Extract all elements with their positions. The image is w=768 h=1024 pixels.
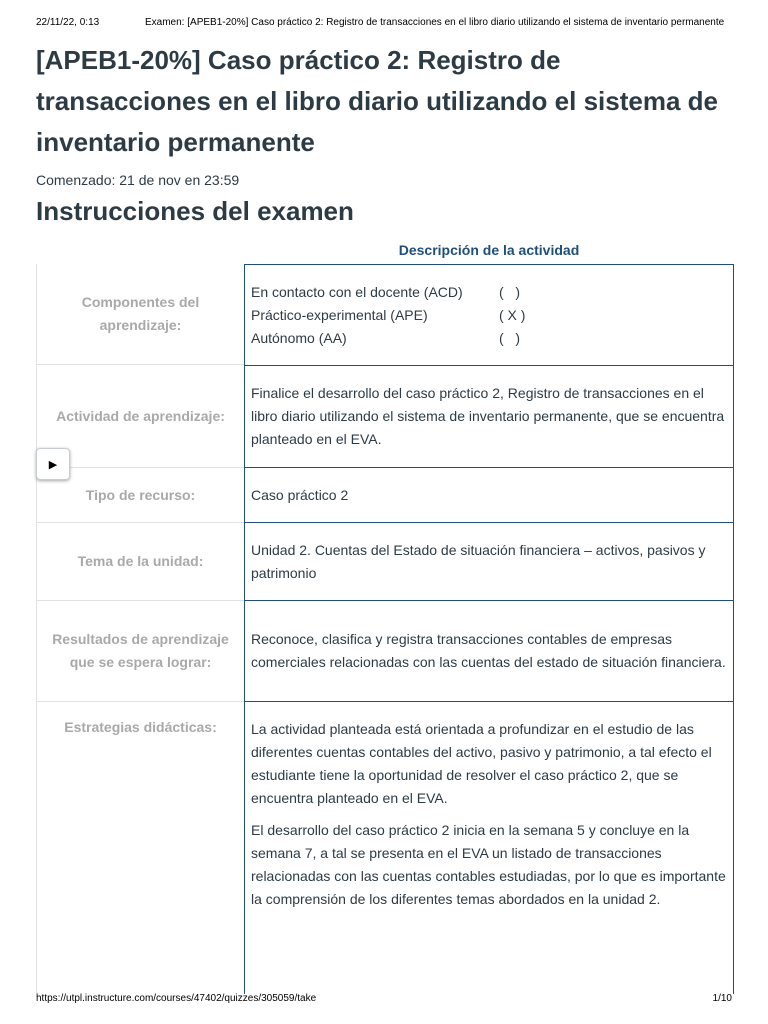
outcomes-value [244, 601, 734, 702]
play-button[interactable] [36, 448, 70, 480]
strategies-paragraph: La actividad planteada está orientada a profundizar en el estudio de las diferentes cuentas contables del activo, pasivo y patrimonio, a tal efecto el estudiante tiene la oportunidad de resolver el caso práctico 2, que se encuentra planteado en el EVA. [251, 721, 712, 806]
outcomes-label-text: Resultados de aprendizaje que se espera lograr: [52, 631, 229, 670]
print-document-title: Examen: [APEB1-20%] Caso práctico 2: Registro de transacciones en el libro diario utilizando el sistema de inventario permanente [145, 17, 725, 28]
print-footer [36, 993, 732, 1007]
started-timestamp: Comenzado: 21 de nov en 23:59 [36, 172, 240, 188]
component-mark: ( X ) [499, 306, 526, 323]
instructions-heading: Instrucciones del examen [36, 196, 354, 226]
activity-table-caption: Descripción de la actividad [398, 242, 580, 258]
resource-value-text: Caso práctico 2 [251, 486, 349, 503]
strategies-label: Estrategias didácticas: [36, 702, 244, 994]
component-item [251, 281, 727, 304]
activity-table [36, 264, 734, 994]
strategies-value [244, 702, 734, 994]
component-name: Autónomo (AA) [251, 329, 347, 346]
outcomes-label [36, 601, 244, 702]
components-value [244, 264, 734, 366]
component-name: Práctico-experimental (APE) [251, 306, 428, 323]
print-url: https://utpl.instructure.com/courses/47402/quizzes/305059/take [36, 993, 317, 1004]
activity-label: Actividad de aprendizaje: [36, 366, 244, 468]
strategies-paragraph: El desarrollo del caso práctico 2 inicia en la semana 5 y concluye en la semana 7, a tal se presenta en el EVA un listado de transacciones relacionadas con las cuentas contables estudiadas, por lo que es importante la comprensión de los diferentes temas abordados en la unidad 2. [251, 822, 726, 907]
outcomes-value-text: Reconoce, clasifica y registra transacciones contables de empresas comerciales relacionadas con las cuentas del estado de situación financiera. [251, 631, 726, 670]
component-item [251, 327, 727, 350]
topic-label: Tema de la unidad: [36, 523, 244, 601]
topic-value-text: Unidad 2. Cuentas del Estado de situación financiera – activos, pasivos y patrimonio [251, 541, 706, 581]
play-icon: ▶ [48, 458, 58, 471]
component-mark: ( ) [499, 329, 520, 346]
component-name: En contacto con el docente (ACD) [251, 283, 463, 300]
resource-value [244, 468, 734, 523]
components-label [36, 264, 244, 365]
print-header [36, 17, 732, 31]
component-mark: ( ) [499, 283, 520, 300]
resource-label: Tipo de recurso: [36, 468, 244, 523]
activity-value-text: Finalice el desarrollo del caso práctico 2, Registro de transacciones en el libro diario utilizando el sistema de inventario permanente, que se encuentra planteado en el EVA. [251, 385, 725, 447]
components-label-text: Componentes del aprendizaje: [81, 294, 200, 333]
print-date: 22/11/22, 0:13 [36, 17, 100, 28]
activity-value [244, 366, 734, 468]
component-item [251, 304, 727, 327]
quiz-title: [APEB1-20%] Caso práctico 2: Registro de transacciones en el libro diario utilizando el sistema de inventario permanente [36, 45, 718, 157]
topic-value [244, 523, 734, 601]
page-number: 1/10 [712, 993, 732, 1004]
